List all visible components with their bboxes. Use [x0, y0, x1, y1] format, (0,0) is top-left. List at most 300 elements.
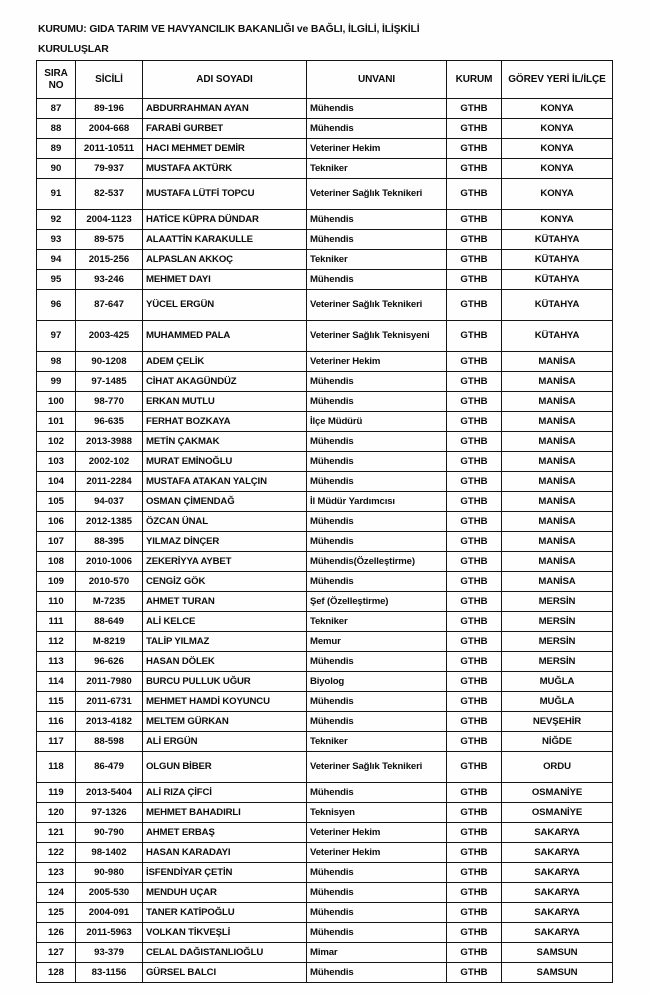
cell-adi-soyadi: FARABİ GURBET: [143, 119, 307, 139]
cell-unvani: İl Müdür Yardımcısı: [307, 492, 447, 512]
cell-sira-no: 126: [37, 923, 76, 943]
cell-unvani: Veteriner Sağlık Teknikeri: [307, 290, 447, 321]
cell-adi-soyadi: ZEKERİYYA AYBET: [143, 552, 307, 572]
cell-unvani: Mühendis: [307, 532, 447, 552]
cell-unvani: Mühendis: [307, 119, 447, 139]
cell-unvani: Mühendis: [307, 652, 447, 672]
cell-adi-soyadi: TALİP YILMAZ: [143, 632, 307, 652]
cell-adi-soyadi: AHMET ERBAŞ: [143, 823, 307, 843]
cell-unvani: Veteriner Sağlık Teknisyeni: [307, 321, 447, 352]
cell-adi-soyadi: MENDUH UÇAR: [143, 883, 307, 903]
cell-kurum: GTHB: [447, 752, 502, 783]
table-row: [37, 210, 613, 230]
cell-kurum: GTHB: [447, 552, 502, 572]
table-row: [37, 632, 613, 652]
cell-sira-no: 104: [37, 472, 76, 492]
table-row: [37, 452, 613, 472]
cell-adi-soyadi: ALİ KELCE: [143, 612, 307, 632]
cell-sira-no: 121: [37, 823, 76, 843]
table-row: [37, 392, 613, 412]
cell-adi-soyadi: MEHMET DAYI: [143, 270, 307, 290]
cell-gorev-yeri: SAKARYA: [502, 823, 613, 843]
cell-sicili: 2011-6731: [76, 692, 143, 712]
cell-gorev-yeri: MANİSA: [502, 352, 613, 372]
cell-kurum: GTHB: [447, 432, 502, 452]
table-row: [37, 572, 613, 592]
cell-unvani: Mühendis(Özelleştirme): [307, 552, 447, 572]
table-row: [37, 963, 613, 983]
cell-sicili: 90-980: [76, 863, 143, 883]
cell-gorev-yeri: MANİSA: [502, 412, 613, 432]
table-row: [37, 823, 613, 843]
table-row: [37, 712, 613, 732]
cell-adi-soyadi: CELAL DAĞISTANLIOĞLU: [143, 943, 307, 963]
cell-adi-soyadi: TANER KATİPOĞLU: [143, 903, 307, 923]
table-row: [37, 159, 613, 179]
column-header-unvani: UNVANI: [307, 61, 447, 99]
cell-gorev-yeri: NEVŞEHİR: [502, 712, 613, 732]
cell-unvani: Veteriner Hekim: [307, 823, 447, 843]
cell-sira-no: 118: [37, 752, 76, 783]
cell-sira-no: 89: [37, 139, 76, 159]
cell-gorev-yeri: MANİSA: [502, 372, 613, 392]
column-header-sira-no: SIRA NO: [37, 61, 76, 99]
cell-gorev-yeri: NİĞDE: [502, 732, 613, 752]
cell-gorev-yeri: MERSİN: [502, 612, 613, 632]
cell-kurum: GTHB: [447, 179, 502, 210]
cell-unvani: Mühendis: [307, 270, 447, 290]
cell-kurum: GTHB: [447, 903, 502, 923]
cell-unvani: Biyolog: [307, 672, 447, 692]
cell-kurum: GTHB: [447, 843, 502, 863]
column-header-adi-soyadi: ADI SOYADI: [143, 61, 307, 99]
cell-adi-soyadi: GÜRSEL BALCI: [143, 963, 307, 983]
cell-adi-soyadi: MEHMET BAHADIRLI: [143, 803, 307, 823]
cell-sicili: 2004-091: [76, 903, 143, 923]
cell-sira-no: 122: [37, 843, 76, 863]
cell-kurum: GTHB: [447, 823, 502, 843]
cell-sicili: 90-1208: [76, 352, 143, 372]
cell-adi-soyadi: ALPASLAN AKKOÇ: [143, 250, 307, 270]
cell-gorev-yeri: ORDU: [502, 752, 613, 783]
cell-sicili: 2011-2284: [76, 472, 143, 492]
cell-gorev-yeri: SAMSUN: [502, 963, 613, 983]
cell-unvani: Veteriner Sağlık Teknikeri: [307, 179, 447, 210]
cell-sicili: 2012-1385: [76, 512, 143, 532]
cell-kurum: GTHB: [447, 692, 502, 712]
cell-kurum: GTHB: [447, 230, 502, 250]
cell-unvani: Veteriner Hekim: [307, 352, 447, 372]
cell-unvani: Mühendis: [307, 512, 447, 532]
cell-kurum: GTHB: [447, 632, 502, 652]
cell-unvani: Veteriner Hekim: [307, 843, 447, 863]
cell-sira-no: 115: [37, 692, 76, 712]
cell-sicili: 89-575: [76, 230, 143, 250]
cell-adi-soyadi: MELTEM GÜRKAN: [143, 712, 307, 732]
cell-sira-no: 125: [37, 903, 76, 923]
cell-sira-no: 90: [37, 159, 76, 179]
cell-gorev-yeri: SAMSUN: [502, 943, 613, 963]
cell-sira-no: 119: [37, 783, 76, 803]
cell-gorev-yeri: KÜTAHYA: [502, 230, 613, 250]
cell-gorev-yeri: SAKARYA: [502, 923, 613, 943]
cell-sira-no: 99: [37, 372, 76, 392]
cell-sicili: 2011-7980: [76, 672, 143, 692]
cell-kurum: GTHB: [447, 352, 502, 372]
cell-gorev-yeri: MANİSA: [502, 572, 613, 592]
cell-unvani: Mühendis: [307, 712, 447, 732]
cell-sira-no: 117: [37, 732, 76, 752]
cell-sicili: 2011-10511: [76, 139, 143, 159]
cell-kurum: GTHB: [447, 803, 502, 823]
cell-sira-no: 91: [37, 179, 76, 210]
cell-adi-soyadi: AHMET TURAN: [143, 592, 307, 612]
cell-adi-soyadi: ALİ RIZA ÇİFCİ: [143, 783, 307, 803]
cell-sicili: 97-1485: [76, 372, 143, 392]
table-row: [37, 270, 613, 290]
table-row: [37, 139, 613, 159]
cell-unvani: Tekniker: [307, 250, 447, 270]
cell-adi-soyadi: HACI MEHMET DEMİR: [143, 139, 307, 159]
table-row: [37, 532, 613, 552]
cell-sira-no: 109: [37, 572, 76, 592]
cell-unvani: Mühendis: [307, 432, 447, 452]
table-row: [37, 290, 613, 321]
cell-sicili: 2010-1006: [76, 552, 143, 572]
table-row: [37, 592, 613, 612]
cell-gorev-yeri: KONYA: [502, 179, 613, 210]
cell-sira-no: 107: [37, 532, 76, 552]
cell-kurum: GTHB: [447, 712, 502, 732]
cell-sicili: 2013-3988: [76, 432, 143, 452]
cell-sira-no: 88: [37, 119, 76, 139]
cell-sicili: 82-537: [76, 179, 143, 210]
cell-sira-no: 116: [37, 712, 76, 732]
cell-kurum: GTHB: [447, 492, 502, 512]
cell-sira-no: 93: [37, 230, 76, 250]
cell-kurum: GTHB: [447, 372, 502, 392]
cell-adi-soyadi: YILMAZ DİNÇER: [143, 532, 307, 552]
cell-unvani: Veteriner Sağlık Teknikeri: [307, 752, 447, 783]
cell-sicili: 94-037: [76, 492, 143, 512]
cell-gorev-yeri: MANİSA: [502, 492, 613, 512]
cell-kurum: GTHB: [447, 210, 502, 230]
table-row: [37, 923, 613, 943]
table-row: [37, 372, 613, 392]
cell-adi-soyadi: MUHAMMED PALA: [143, 321, 307, 352]
cell-kurum: GTHB: [447, 923, 502, 943]
cell-sira-no: 127: [37, 943, 76, 963]
cell-kurum: GTHB: [447, 250, 502, 270]
table-row: [37, 352, 613, 372]
cell-adi-soyadi: ALAATTİN KARAKULLE: [143, 230, 307, 250]
cell-kurum: GTHB: [447, 863, 502, 883]
cell-sicili: 88-598: [76, 732, 143, 752]
cell-sira-no: 98: [37, 352, 76, 372]
cell-unvani: Mühendis: [307, 783, 447, 803]
cell-unvani: Veteriner Hekim: [307, 139, 447, 159]
cell-gorev-yeri: SAKARYA: [502, 863, 613, 883]
cell-kurum: GTHB: [447, 963, 502, 983]
cell-gorev-yeri: MANİSA: [502, 472, 613, 492]
cell-unvani: Tekniker: [307, 732, 447, 752]
cell-adi-soyadi: MUSTAFA AKTÜRK: [143, 159, 307, 179]
cell-sicili: 2002-102: [76, 452, 143, 472]
cell-sicili: 2013-5404: [76, 783, 143, 803]
cell-sicili: 2011-5963: [76, 923, 143, 943]
cell-gorev-yeri: MUĞLA: [502, 672, 613, 692]
cell-sicili: M-7235: [76, 592, 143, 612]
cell-gorev-yeri: OSMANİYE: [502, 803, 613, 823]
cell-adi-soyadi: MUSTAFA ATAKAN YALÇIN: [143, 472, 307, 492]
cell-gorev-yeri: KÜTAHYA: [502, 321, 613, 352]
cell-sira-no: 96: [37, 290, 76, 321]
cell-sicili: 2010-570: [76, 572, 143, 592]
cell-gorev-yeri: KÜTAHYA: [502, 250, 613, 270]
cell-unvani: Mühendis: [307, 230, 447, 250]
cell-sicili: 96-626: [76, 652, 143, 672]
cell-kurum: GTHB: [447, 592, 502, 612]
table-row: [37, 943, 613, 963]
cell-kurum: GTHB: [447, 883, 502, 903]
cell-kurum: GTHB: [447, 612, 502, 632]
cell-sira-no: 113: [37, 652, 76, 672]
cell-unvani: Tekniker: [307, 612, 447, 632]
table-row: [37, 783, 613, 803]
cell-adi-soyadi: BURCU PULLUK UĞUR: [143, 672, 307, 692]
cell-unvani: Mühendis: [307, 903, 447, 923]
cell-gorev-yeri: MANİSA: [502, 512, 613, 532]
cell-unvani: Teknisyen: [307, 803, 447, 823]
table-row: [37, 492, 613, 512]
cell-unvani: Mühendis: [307, 883, 447, 903]
cell-sira-no: 94: [37, 250, 76, 270]
cell-kurum: GTHB: [447, 290, 502, 321]
table-row: [37, 321, 613, 352]
document-heading-line-1: KURUMU: GIDA TARIM VE HAVYANCILIK BAKANLIĞI ve BAĞLI, İLGİLİ, İLİŞKİLİ: [38, 24, 420, 35]
cell-kurum: GTHB: [447, 119, 502, 139]
cell-unvani: Mühendis: [307, 452, 447, 472]
cell-sira-no: 103: [37, 452, 76, 472]
cell-kurum: GTHB: [447, 732, 502, 752]
table-row: [37, 179, 613, 210]
cell-gorev-yeri: MUĞLA: [502, 692, 613, 712]
table-row: [37, 692, 613, 712]
cell-unvani: Memur: [307, 632, 447, 652]
personnel-table: [36, 60, 613, 983]
table-row: [37, 432, 613, 452]
cell-kurum: GTHB: [447, 99, 502, 119]
cell-sira-no: 111: [37, 612, 76, 632]
cell-adi-soyadi: YÜCEL ERGÜN: [143, 290, 307, 321]
cell-sira-no: 105: [37, 492, 76, 512]
cell-unvani: İlçe Müdürü: [307, 412, 447, 432]
cell-sira-no: 101: [37, 412, 76, 432]
cell-adi-soyadi: OLGUN BİBER: [143, 752, 307, 783]
cell-unvani: Mühendis: [307, 923, 447, 943]
cell-unvani: Tekniker: [307, 159, 447, 179]
cell-adi-soyadi: METİN ÇAKMAK: [143, 432, 307, 452]
table-row: [37, 119, 613, 139]
cell-unvani: Mühendis: [307, 392, 447, 412]
cell-adi-soyadi: MURAT EMİNOĞLU: [143, 452, 307, 472]
cell-gorev-yeri: SAKARYA: [502, 903, 613, 923]
cell-unvani: Mühendis: [307, 99, 447, 119]
cell-adi-soyadi: FERHAT BOZKAYA: [143, 412, 307, 432]
cell-sira-no: 128: [37, 963, 76, 983]
cell-gorev-yeri: SAKARYA: [502, 843, 613, 863]
cell-sira-no: 106: [37, 512, 76, 532]
cell-gorev-yeri: MANİSA: [502, 532, 613, 552]
cell-gorev-yeri: KONYA: [502, 210, 613, 230]
cell-adi-soyadi: VOLKAN TİKVEŞLİ: [143, 923, 307, 943]
cell-sira-no: 97: [37, 321, 76, 352]
cell-sicili: 90-790: [76, 823, 143, 843]
cell-sira-no: 108: [37, 552, 76, 572]
cell-sicili: 87-647: [76, 290, 143, 321]
cell-unvani: Mimar: [307, 943, 447, 963]
cell-sira-no: 102: [37, 432, 76, 452]
cell-sicili: 2004-668: [76, 119, 143, 139]
cell-gorev-yeri: KONYA: [502, 159, 613, 179]
table-body: [37, 99, 613, 983]
table-row: [37, 472, 613, 492]
cell-sira-no: 112: [37, 632, 76, 652]
cell-sicili: 93-379: [76, 943, 143, 963]
cell-gorev-yeri: KONYA: [502, 119, 613, 139]
cell-sicili: 96-635: [76, 412, 143, 432]
cell-adi-soyadi: ÖZCAN ÜNAL: [143, 512, 307, 532]
cell-adi-soyadi: ADEM ÇELİK: [143, 352, 307, 372]
cell-adi-soyadi: ABDURRAHMAN AYAN: [143, 99, 307, 119]
cell-sicili: 97-1326: [76, 803, 143, 823]
cell-kurum: GTHB: [447, 452, 502, 472]
cell-gorev-yeri: OSMANİYE: [502, 783, 613, 803]
cell-gorev-yeri: MERSİN: [502, 652, 613, 672]
cell-sicili: 88-395: [76, 532, 143, 552]
cell-sira-no: 95: [37, 270, 76, 290]
table-row: [37, 752, 613, 783]
cell-kurum: GTHB: [447, 139, 502, 159]
cell-adi-soyadi: MUSTAFA LÜTFİ TOPCU: [143, 179, 307, 210]
cell-sira-no: 100: [37, 392, 76, 412]
table-row: [37, 512, 613, 532]
cell-kurum: GTHB: [447, 783, 502, 803]
table-row: [37, 803, 613, 823]
table-row: [37, 652, 613, 672]
cell-gorev-yeri: MERSİN: [502, 592, 613, 612]
cell-gorev-yeri: KÜTAHYA: [502, 270, 613, 290]
cell-kurum: GTHB: [447, 270, 502, 290]
cell-sicili: 98-770: [76, 392, 143, 412]
table-header: [37, 61, 613, 99]
table-row: [37, 250, 613, 270]
cell-sira-no: 87: [37, 99, 76, 119]
column-header-kurum: KURUM: [447, 61, 502, 99]
cell-gorev-yeri: MANİSA: [502, 552, 613, 572]
cell-sicili: 88-649: [76, 612, 143, 632]
cell-sira-no: 123: [37, 863, 76, 883]
cell-sicili: 2004-1123: [76, 210, 143, 230]
cell-gorev-yeri: SAKARYA: [502, 883, 613, 903]
cell-adi-soyadi: ALİ ERGÜN: [143, 732, 307, 752]
cell-gorev-yeri: MANİSA: [502, 452, 613, 472]
table-row: [37, 843, 613, 863]
column-header-gorev-yeri: GÖREV YERİ İL/İLÇE: [502, 61, 613, 99]
cell-gorev-yeri: MANİSA: [502, 432, 613, 452]
cell-adi-soyadi: MEHMET HAMDİ KOYUNCU: [143, 692, 307, 712]
document-heading-line-2: KURULUŞLAR: [38, 44, 109, 55]
cell-kurum: GTHB: [447, 159, 502, 179]
table-row: [37, 863, 613, 883]
cell-sicili: 2013-4182: [76, 712, 143, 732]
table-row: [37, 883, 613, 903]
cell-sira-no: 120: [37, 803, 76, 823]
column-header-sicili: SİCİLİ: [76, 61, 143, 99]
cell-sicili: 79-937: [76, 159, 143, 179]
table-row: [37, 99, 613, 119]
cell-kurum: GTHB: [447, 652, 502, 672]
cell-kurum: GTHB: [447, 412, 502, 432]
cell-sicili: M-8219: [76, 632, 143, 652]
table-row: [37, 903, 613, 923]
cell-sicili: 83-1156: [76, 963, 143, 983]
cell-kurum: GTHB: [447, 392, 502, 412]
cell-sicili: 93-246: [76, 270, 143, 290]
cell-adi-soyadi: CENGİZ GÖK: [143, 572, 307, 592]
cell-sira-no: 114: [37, 672, 76, 692]
table-row: [37, 230, 613, 250]
cell-sira-no: 92: [37, 210, 76, 230]
cell-gorev-yeri: MERSİN: [502, 632, 613, 652]
cell-unvani: Mühendis: [307, 572, 447, 592]
table-row: [37, 552, 613, 572]
document-heading: [38, 20, 618, 60]
cell-sicili: 98-1402: [76, 843, 143, 863]
cell-unvani: Şef (Özelleştirme): [307, 592, 447, 612]
cell-gorev-yeri: MANİSA: [502, 392, 613, 412]
cell-sicili: 2015-256: [76, 250, 143, 270]
cell-kurum: GTHB: [447, 512, 502, 532]
cell-adi-soyadi: OSMAN ÇİMENDAĞ: [143, 492, 307, 512]
cell-adi-soyadi: HASAN KARADAYI: [143, 843, 307, 863]
cell-unvani: Mühendis: [307, 472, 447, 492]
cell-unvani: Mühendis: [307, 692, 447, 712]
cell-kurum: GTHB: [447, 572, 502, 592]
cell-sicili: 86-479: [76, 752, 143, 783]
table-row: [37, 672, 613, 692]
cell-kurum: GTHB: [447, 321, 502, 352]
cell-unvani: Mühendis: [307, 863, 447, 883]
cell-adi-soyadi: CİHAT AKAGÜNDÜZ: [143, 372, 307, 392]
table-row: [37, 412, 613, 432]
cell-kurum: GTHB: [447, 472, 502, 492]
table-row: [37, 732, 613, 752]
cell-sira-no: 110: [37, 592, 76, 612]
cell-adi-soyadi: ERKAN MUTLU: [143, 392, 307, 412]
cell-unvani: Mühendis: [307, 963, 447, 983]
cell-kurum: GTHB: [447, 532, 502, 552]
cell-unvani: Mühendis: [307, 372, 447, 392]
cell-sicili: 2005-530: [76, 883, 143, 903]
cell-unvani: Mühendis: [307, 210, 447, 230]
cell-gorev-yeri: KONYA: [502, 139, 613, 159]
cell-sira-no: 124: [37, 883, 76, 903]
cell-adi-soyadi: HATİCE KÜPRA DÜNDAR: [143, 210, 307, 230]
cell-kurum: GTHB: [447, 943, 502, 963]
cell-kurum: GTHB: [447, 672, 502, 692]
cell-sicili: 89-196: [76, 99, 143, 119]
